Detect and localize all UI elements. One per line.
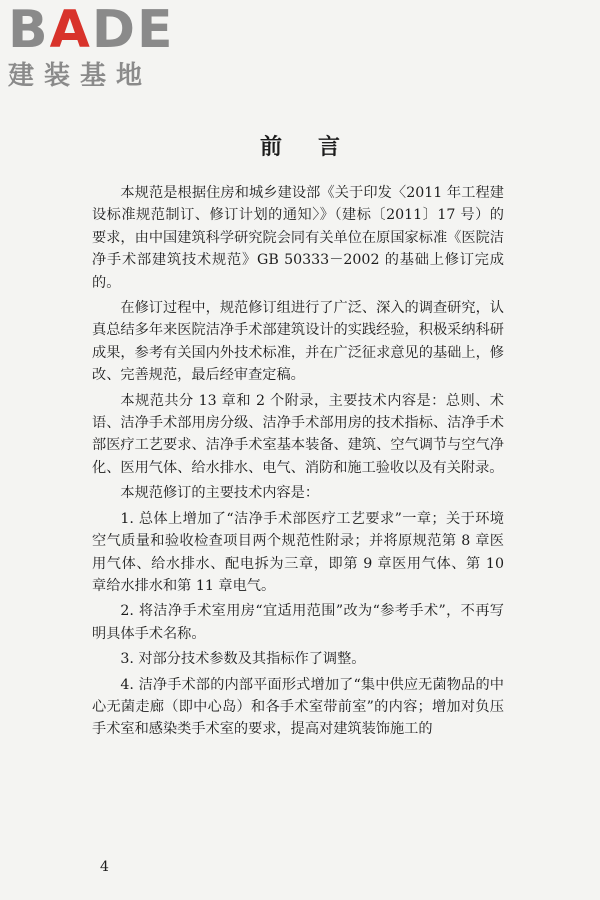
logo-letter-b: B <box>8 0 50 60</box>
paragraph: 本规范是根据住房和城乡建设部《关于印发〈2011 年工程建设标准规范制订、修订计划的通知〉》（建标〔2011〕17 号）的要求，由中国建筑科学研究院会同有关单位在原国家标准《医院洁净手术部建筑技术规范》GB 50333－2002 的基础上修订完成的。 <box>92 185 504 291</box>
paragraph: 在修订过程中，规范修订组进行了广泛、深入的调查研究，认真总结多年来医院洁净手术部建筑设计的实践经验，积极采纳科研成果，参考有关国内外技术标准，并在广泛征求意见的基础上，修改、完善规范，最后经审查定稿。 <box>92 300 504 384</box>
paragraph: 4. 洁净手术部的内部平面形式增加了“集中供应无菌物品的中心无菌走廊（即中心岛）和各手术室带前室”的内容；增加对负压手术室和感染类手术室的要求，提高对建筑装饰施工的 <box>92 676 504 738</box>
paragraph: 本规范修订的主要技术内容是： <box>120 485 320 502</box>
paragraph: 2. 将洁净手术室用房“宜适用范围”改为“参考手术”，不再写明具体手术名称。 <box>92 603 504 642</box>
document-body <box>92 182 504 744</box>
paragraph: 本规范共分 13 章和 2 个附录，主要技术内容是：总则、术语、洁净手术部用房分级、洁净手术部用房的技术指标、洁净手术部医疗工艺要求、洁净手术室基本装备、建筑、空气调节与空气净化、医用气体、给水排水、电气、消防和施工验收以及有关附录。 <box>92 392 504 476</box>
page-title: 前言 <box>259 134 376 160</box>
paragraph: 3. 对部分技术参数及其指标作了调整。 <box>120 651 366 668</box>
logo-letters-de: DE <box>91 0 175 60</box>
paragraph: 1. 总体上增加了“洁净手术部医疗工艺要求”一章；关于环境空气质量和验收检查项目两个规范性附录；并将原规范第 8 章医用气体、给水排水、配电拆为三章，即第 9 章医用气体、第 10 章给水排水和第 11 章电气。 <box>92 510 504 594</box>
page-number: 4 <box>100 859 109 875</box>
logo-wordmark <box>8 0 178 60</box>
logo-letter-a: A <box>49 0 92 60</box>
bade-logo <box>8 0 178 92</box>
logo-subtitle: 建装基地 <box>8 61 153 91</box>
